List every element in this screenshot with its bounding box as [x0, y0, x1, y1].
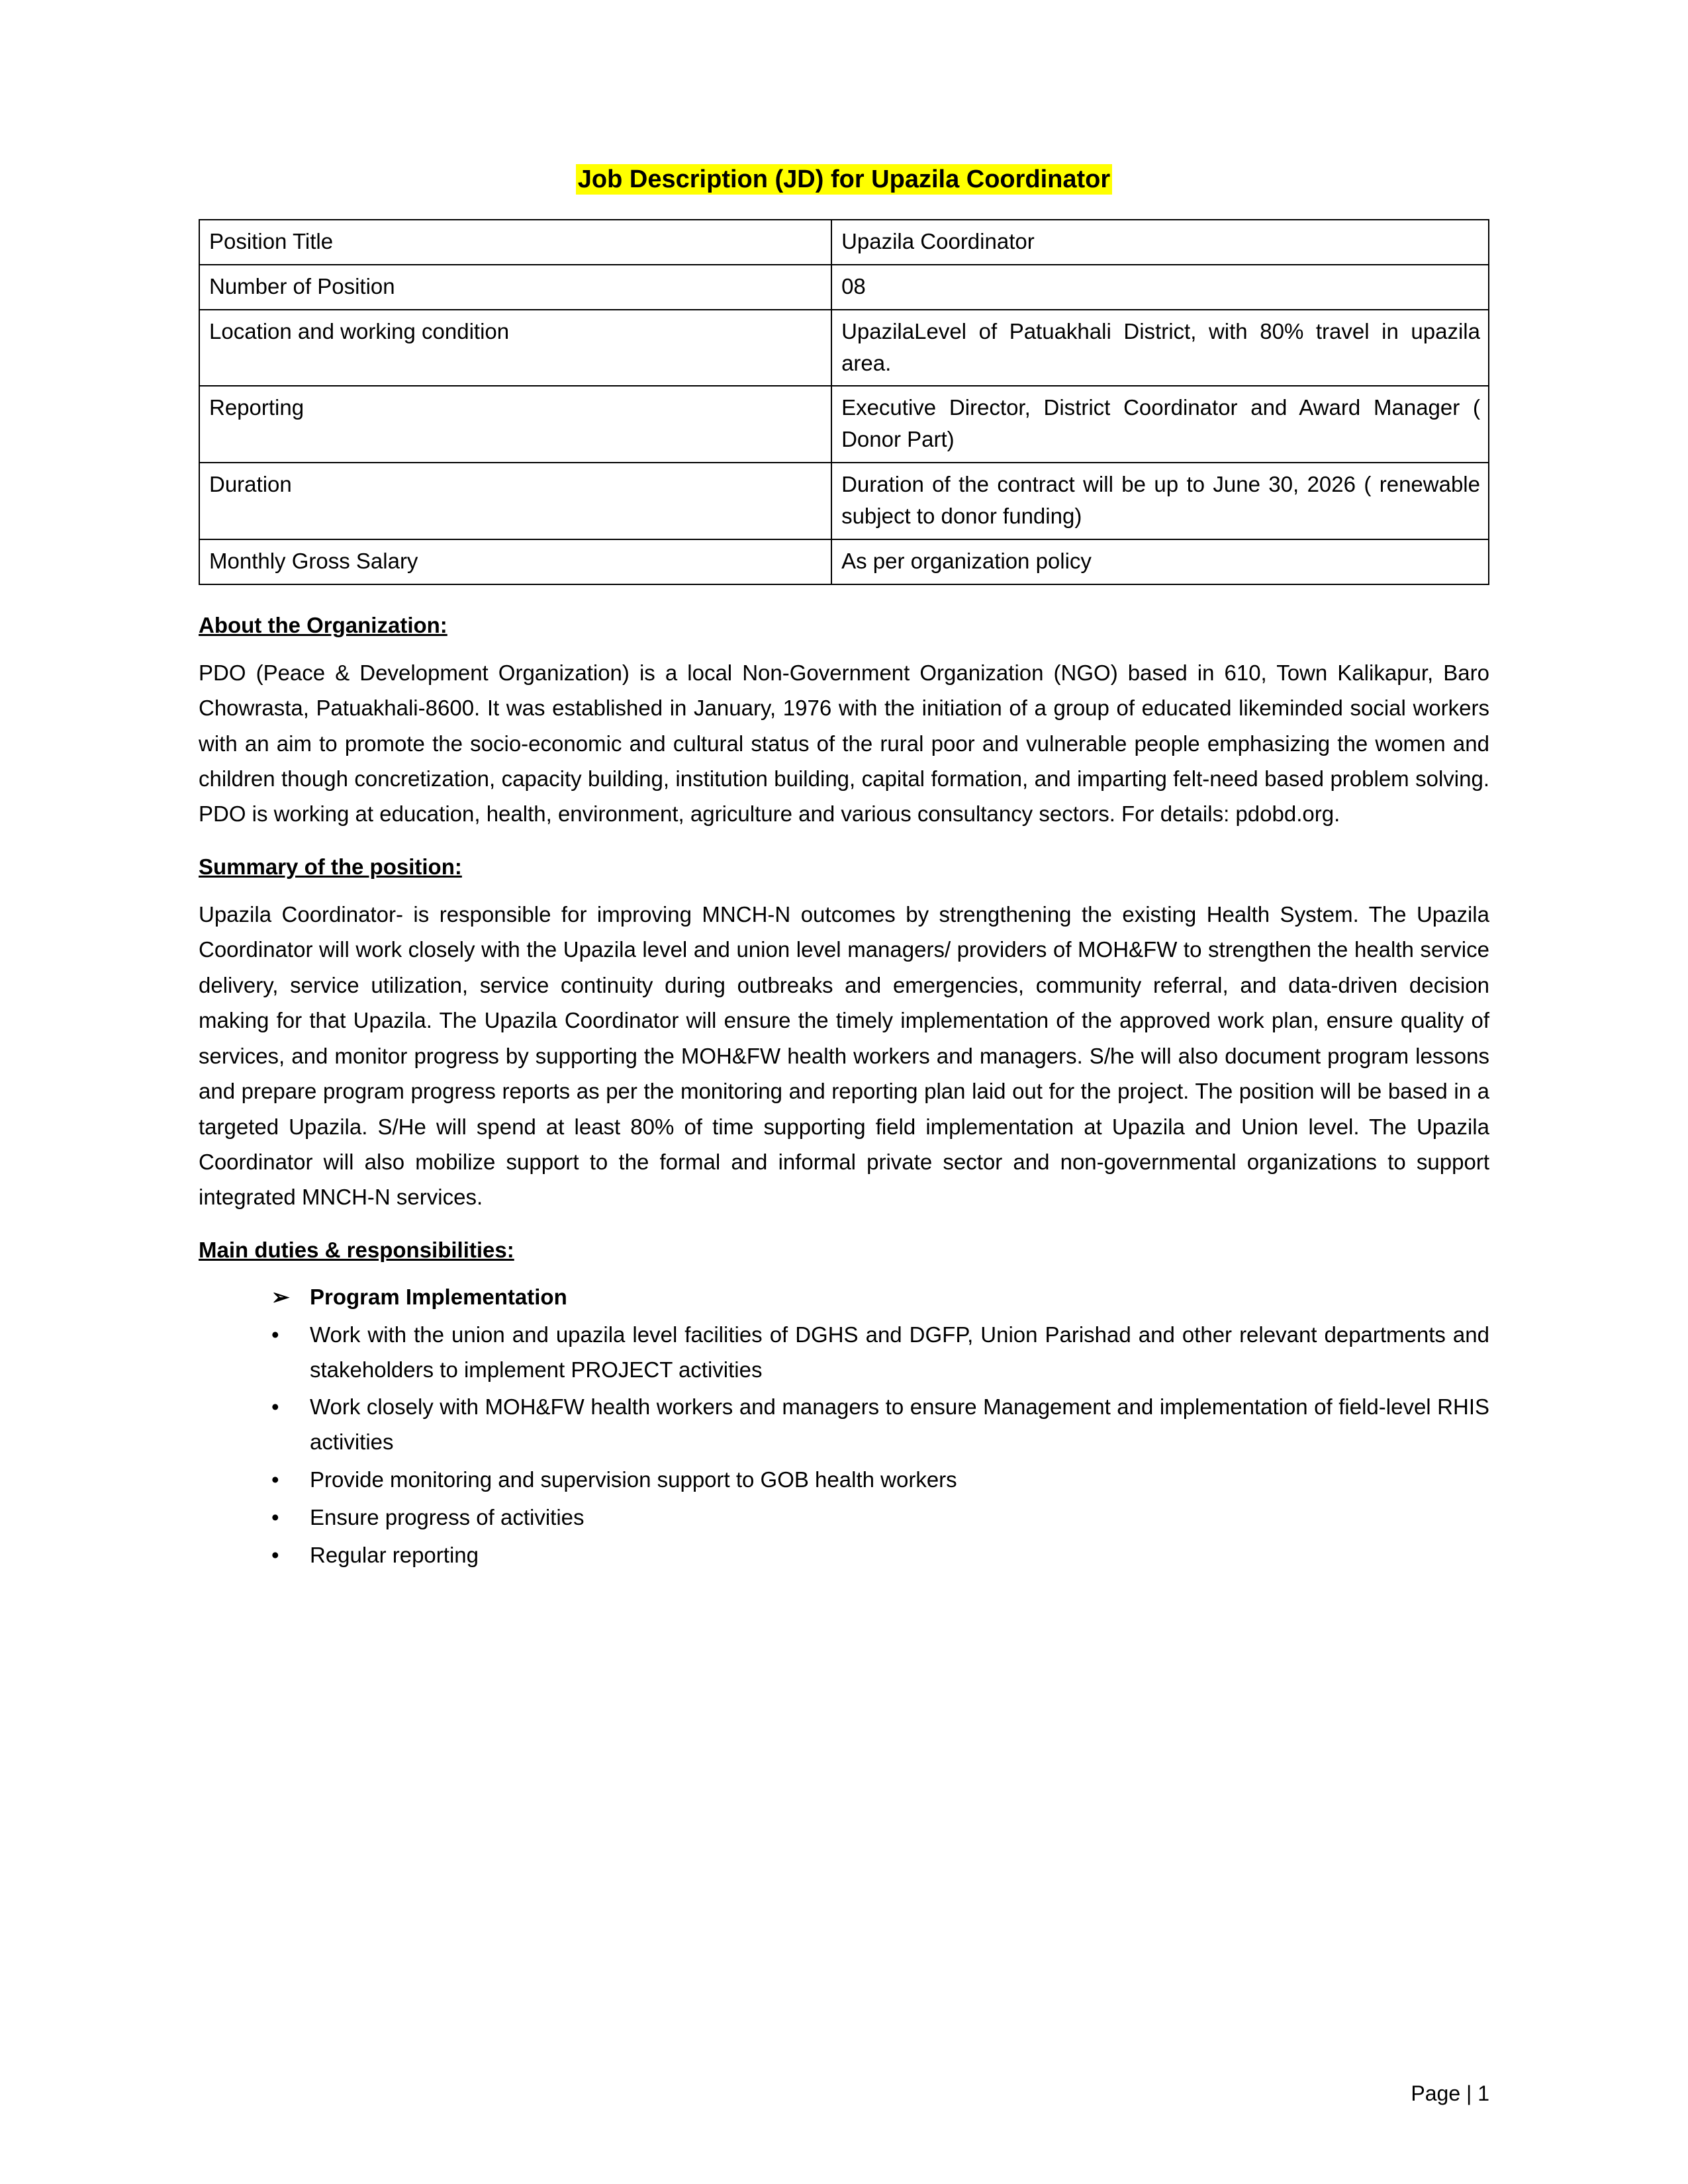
dot-bullet-icon: • — [271, 1542, 279, 1567]
duties-list — [199, 1280, 1489, 1572]
table-row — [199, 310, 1489, 387]
table-cell-label: Location and working condition — [199, 310, 831, 387]
dot-bullet-icon: • — [271, 1504, 279, 1529]
table-cell-value: As per organization policy — [831, 539, 1489, 584]
summary-paragraph: Upazila Coordinator- is responsible for improving MNCH-N outcomes by strengthening the existing Health System. The Upazila Coordinator will work closely with the Upazila level and union level managers/ providers of MOH&FW to strengthen the health service delivery, service utilization, service continuity during outbreaks and emergencies, community referral, and data-driven decision making for that Upazila. The Upazila Coordinator will ensure the timely implementation of the approved work plan, ensure quality of services, and monitor progress by supporting the MOH&FW health workers and managers. S/he will also document program lessons and prepare program progress reports as per the monitoring and reporting plan laid out for the project. The position will be based in a targeted Upazila. S/He will spend at least 80% of time supporting field implementation at Upazila and Union level. The Upazila Coordinator will also mobilize support to the formal and informal private sector and non-governmental organizations to support integrated MNCH-N services. — [199, 901, 1489, 1210]
list-item — [271, 1463, 1489, 1498]
table-cell-label: Number of Position — [199, 265, 831, 310]
table-row — [199, 265, 1489, 310]
list-item — [271, 1538, 1489, 1573]
dot-bullet-icon: • — [271, 1467, 279, 1492]
list-item-label: Program Implementation — [310, 1284, 567, 1309]
dot-bullet-icon: • — [271, 1322, 279, 1347]
position-info-table — [199, 219, 1489, 585]
dot-bullet-icon: • — [271, 1394, 279, 1420]
list-item-label: Regular reporting — [310, 1542, 479, 1567]
table-cell-value: Duration of the contract will be up to June 30, 2026 ( renewable subject to donor funding) — [831, 463, 1489, 539]
table-row — [199, 386, 1489, 463]
list-item — [271, 1500, 1489, 1535]
page-footer: Page | 1 — [1411, 2081, 1489, 2105]
list-item-label: Work with the union and upazila level facilities of DGHS and DGFP, Union Parishad and other relevant departments and stakeholders to implement PROJECT activities — [310, 1322, 1489, 1382]
summary-heading: Summary of the position: — [199, 854, 462, 879]
table-cell-label: Monthly Gross Salary — [199, 539, 831, 584]
list-item-label: Work closely with MOH&FW health workers and managers to ensure Management and implementation of field-level RHIS activities — [310, 1394, 1489, 1455]
table-cell-value: UpazilaLevel of Patuakhali District, with 80% travel in upazila area. — [831, 310, 1489, 387]
arrow-bullet-icon: ➢ — [271, 1284, 290, 1309]
page-title-text: Job Description (JD) for Upazila Coordinator — [576, 164, 1112, 195]
list-item-label: Provide monitoring and supervision support to GOB health workers — [310, 1467, 957, 1492]
about-paragraph: PDO (Peace & Development Organization) is a local Non-Government Organization (NGO) based in 610, Town Kalikapur, Baro Chowrasta, Patuakhali-8600. It was established in January, 1976 with the initiation of a group of educated likeminded social workers with an aim to promote the socio-economic and cultural status of the rural poor and vulnerable people emphasizing the women and children though concretization, capacity building, institution building, capital formation, and imparting felt-need based problem solving. PDO is working at education, health, environment, agriculture and various consultancy sectors. For details: pdobd.org. — [199, 660, 1489, 827]
table-cell-value: Executive Director, District Coordinator and Award Manager ( Donor Part) — [831, 386, 1489, 463]
table-cell-value: 08 — [831, 265, 1489, 310]
list-item-label: Ensure progress of activities — [310, 1504, 585, 1529]
list-item — [271, 1280, 1489, 1315]
page-title — [199, 165, 1489, 194]
table-cell-label: Reporting — [199, 386, 831, 463]
table-row — [199, 463, 1489, 539]
table-cell-label: Duration — [199, 463, 831, 539]
table-row — [199, 539, 1489, 584]
duties-heading: Main duties & responsibilities: — [199, 1237, 514, 1262]
table-row — [199, 220, 1489, 265]
list-item — [271, 1318, 1489, 1388]
about-heading: About the Organization: — [199, 612, 447, 637]
table-cell-label: Position Title — [199, 220, 831, 265]
table-cell-value: Upazila Coordinator — [831, 220, 1489, 265]
list-item — [271, 1390, 1489, 1460]
